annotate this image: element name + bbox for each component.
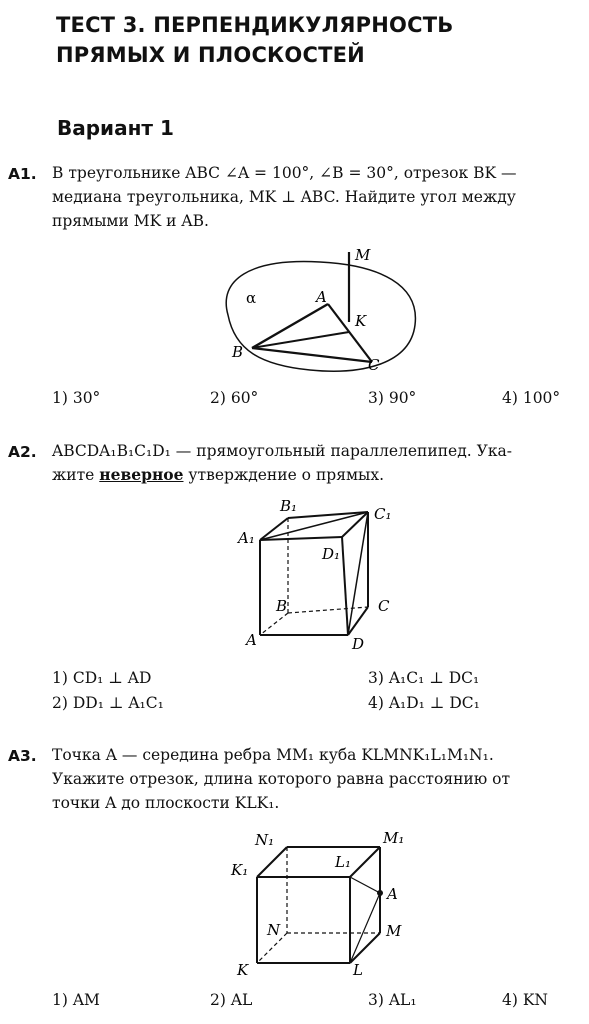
q1-answer-4[interactable]: 4) 100° [502, 389, 561, 407]
q1-answer-2[interactable]: 2) 60° [210, 389, 259, 407]
question-3-line-3: точки A до плоскости KLK₁. [52, 794, 280, 812]
question-2-line-2: жите неверное утверждение о прямых. [52, 465, 385, 484]
q3-answer-3[interactable]: 3) AL₁ [368, 991, 417, 1009]
label-n1: N₁ [255, 831, 275, 849]
label-a: A [316, 288, 327, 306]
page-title [56, 10, 453, 70]
question-1-text [52, 161, 582, 233]
q2-answer-1[interactable]: 1) CD₁ ⊥ AD [52, 669, 152, 687]
label-b: B [232, 343, 244, 361]
question-2-figure [230, 495, 410, 660]
question-1-line-1: В треугольнике ABC ∠A = 100°, ∠B = 30°, отрезок BK — [52, 164, 517, 182]
label-k: K [355, 312, 367, 330]
label-c: C [378, 597, 390, 615]
title-line-2: ПРЯМЫХ И ПЛОСКОСТЕЙ [56, 43, 365, 67]
label-k: K [237, 961, 249, 979]
question-1-line-3: прямыми MK и AB. [52, 212, 209, 230]
label-k1: K₁ [231, 861, 249, 879]
label-l: L [353, 961, 363, 979]
q3-answer-4[interactable]: 4) KN [502, 991, 548, 1009]
label-alpha: α [246, 289, 257, 307]
q1-answer-3[interactable]: 3) 90° [368, 389, 417, 407]
underlined-word: неверное [99, 465, 184, 484]
label-c1: C₁ [374, 505, 392, 523]
question-2-line-1: ABCDA₁B₁C₁D₁ — прямоугольный параллелепипед. Ука- [52, 442, 512, 460]
label-d: D [352, 635, 365, 653]
label-l1: L₁ [335, 853, 351, 871]
question-3-text [52, 743, 582, 815]
question-2-number: A2. [8, 443, 37, 461]
label-n: N [267, 921, 281, 939]
label-b1: B₁ [280, 497, 298, 515]
label-m: M [386, 922, 402, 940]
label-a: A [246, 631, 257, 649]
plane-alpha-outline [226, 262, 415, 372]
label-c: C [368, 356, 380, 374]
label-m1: M₁ [383, 829, 405, 847]
point-a [377, 890, 383, 896]
segment-bc [252, 348, 372, 362]
q1-answer-1[interactable]: 1) 30° [52, 389, 101, 407]
label-a: A [387, 885, 398, 903]
q3-answer-2[interactable]: 2) AL [210, 991, 253, 1009]
question-3-number: A3. [8, 747, 37, 765]
title-line-1: ТЕСТ 3. ПЕРПЕНДИКУЛЯРНОСТЬ [56, 13, 454, 37]
question-3-line-2: Укажите отрезок, длина которого равна расстоянию от [52, 770, 511, 788]
q3-answer-1[interactable]: 1) AM [52, 991, 100, 1009]
q2-answer-2[interactable]: 2) DD₁ ⊥ A₁C₁ [52, 694, 164, 712]
label-m: M [355, 246, 371, 264]
label-d1: D₁ [322, 545, 341, 563]
label-a1: A₁ [238, 529, 255, 547]
question-1-line-2: медиана треугольника, MK ⊥ ABC. Найдите угол между [52, 188, 516, 206]
question-3-figure [225, 825, 415, 985]
variant-heading: Вариант 1 [57, 116, 174, 140]
question-3-line-1: Точка A — середина ребра MM₁ куба KLMNK₁L₁M₁N₁. [52, 746, 494, 764]
question-2-text [52, 439, 582, 487]
q2-answer-4[interactable]: 4) A₁D₁ ⊥ DC₁ [368, 694, 480, 712]
label-b: B [276, 597, 288, 615]
question-1-number: A1. [8, 165, 37, 183]
q2-answer-3[interactable]: 3) A₁C₁ ⊥ DC₁ [368, 669, 480, 687]
question-1-figure [210, 240, 430, 380]
